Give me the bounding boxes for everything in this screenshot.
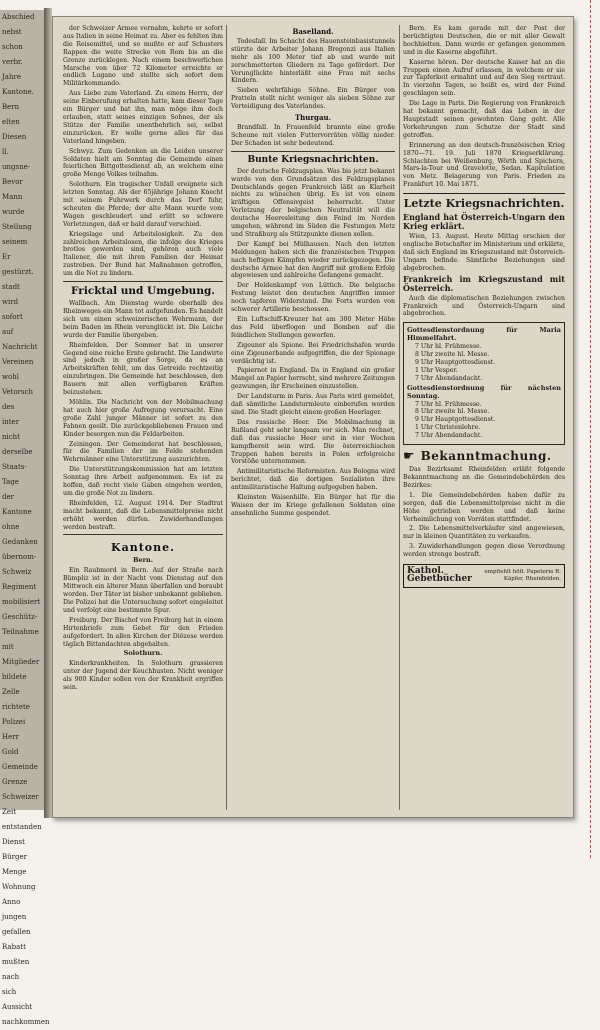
previous-page-fragment: Regiment (2, 583, 37, 591)
previous-page-fragment: Stellung (2, 223, 32, 231)
article-paragraph: Die Unterstützungskommission hat am letzten Sonntag ihre Arbeit aufgenommen. Es ist zu hoffen, daß recht viele Gaben eingehen werden, um die große Not zu lindern. (63, 466, 223, 497)
article-paragraph: Das russische Heer. Die Mobilmachung in Rußland geht sehr langsam vor sich. Man rechnet, daß das russische Heer erst in vier Wochen kampfbereit sein wird. Die österreichischen Truppen haben bereits in Polen erfolgreiche Vorstöße unternommen. (231, 418, 395, 466)
article-paragraph: Die Lage in Paris. Die Regierung von Frankreich hat bekannt gemacht, daß das Leben in der Hauptstadt seinen gewohnten Gang geht. Alle Vorkehrungen zum Schutze der Stadt sind getroffen. (403, 100, 565, 139)
article-paragraph: Kaserne hören. Der deutsche Kaiser hat an die Truppen einen Aufruf erlassen, in welchem er sie zur Tapferkeit ermahnt und auf den Sieg vertraut. In vierzehn Tagen, so heißt es, wird der Feind geschlagen sein. (403, 58, 565, 98)
previous-page-fragment: Kantone. (2, 88, 34, 96)
previous-page-fragment: nachkommen (2, 1018, 50, 1026)
announcement-paragraph: 1. Die Gemeindebehörden haben dafür zu sorgen, daß die Lebensmittelpreise nicht in die Höhe getrieben werden und daß keine Verheimlichung von Vorräten stattfindet. (403, 491, 565, 523)
previous-page-fragment: Schweizer (2, 793, 39, 801)
subheading-france-austria: Frankreich im Kriegszustand mit Österreich. (403, 273, 565, 293)
previous-page-fragment: Gedanken (2, 538, 38, 546)
previous-page-fragment: sich (2, 988, 17, 996)
article-paragraph: Kriegslage und Arbeitslosigkeit. Zu den zahlreichen Arbeitslosen, die infolge des Krieges brotlos geworden sind, gehören auch viele Italiener, die mit ihren Familien der Heimat zustreben. Der Bund hat Maßnahmen getroffen, um die Not zu lindern. (63, 230, 223, 278)
previous-page-fragment: Vereinen (2, 358, 34, 366)
article-paragraph: Der deutsche Feldzugsplan. Was bis jetzt bekannt wurde von den Grundsätzen des Feldzugsplanes Deutschlands gegen Frankreich läßt an Klarheit nichts zu wünschen übrig. Es ist von einem kräftigen Offensivgeist beherrscht. Unter Verletzung der belgischen Neutralität will die deutsche Heeresleitung den Feind im Norden umgehen, während im Süden die Festungen Metz und Straßburg als Stützpunkte dienen sollen. (231, 167, 395, 238)
column-3 (403, 25, 565, 810)
previous-page-fragment: gefallen (2, 928, 31, 936)
previous-page-fragment: mußten (2, 958, 30, 966)
previous-page-fragment: Nachricht (2, 343, 38, 351)
article-paragraph: Bern. Es kam gerade mit der Post der berüchtigten Deutschen, die er mit aller Gewalt hochhielten. Dann wurde er gefangen genommen und in die Kaserne abgeführt. (403, 25, 565, 56)
previous-page-fragment: auf (2, 328, 14, 336)
article-paragraph: Papiernot in England. Da in England ein großer Mangel an Papier herrscht, sind mehrere Zeitungen gezwungen, ihr Erscheinen einzustellen. (231, 367, 395, 391)
article-paragraph: Auch die diplomatischen Beziehungen zwischen Frankreich und Österreich-Ungarn sind abgebrochen. (403, 294, 565, 318)
previous-page-fragment: seinem (2, 238, 28, 246)
previous-page-fragment: Anno (2, 898, 21, 906)
advertisement-prayer-books (403, 564, 565, 588)
article-paragraph: Zigeuner als Spione. Bei Friedrichshafen wurde eine Zigeunerbande aufgegriffen, die der Spionage verdächtig ist. (231, 341, 395, 365)
previous-page-fragment: der (2, 493, 14, 501)
previous-page-fragment: sofort (2, 313, 23, 321)
previous-page-fragment: Mann (2, 193, 23, 201)
subheading-england-austria: England hat Österreich-Ungarn den Krieg erklärt. (403, 212, 565, 232)
previous-page-fragment: derselbe (2, 448, 33, 456)
previous-page-fragment: wurde (2, 208, 25, 216)
announcement-paragraph: 2. Die Lebensmittelverkäufer sind angewiesen, nur in kleinen Quantitäten zu verkaufen. (403, 525, 565, 541)
margin-line (590, 0, 591, 858)
article-paragraph: Sieben wehrfähige Söhne. Ein Bürger von Pratteln stellt nicht weniger als sieben Söhne zur Verteidigung des Vaterlandes. (231, 87, 395, 111)
previous-page-fragment: Bürger (2, 853, 27, 861)
newspaper-page (52, 16, 574, 818)
column-2 (231, 25, 395, 810)
previous-page-fragment: Tage (2, 478, 19, 486)
previous-page-fragment: nach (2, 973, 20, 981)
article-paragraph: Brandfall. In Frauenfeld brannte eine große Scheune mit vielen Futtervorräten völlig nieder. Der Schaden ist sehr bedeutend. (231, 123, 395, 147)
article-paragraph: Wien, 13. August. Heute Mittag erschien der englische Botschafter im Ministerium und erklärte, daß sich England im Kriegszustand mit Österreich-Ungarn befinde. Sämtliche Beziehungen sind abgebrochen. (403, 233, 565, 272)
article-paragraph: Freiburg. Der Bischof von Freiburg hat in einem Hirtenbriefe zum Gebet für den Frieden aufgefordert. In allen Kirchen der Diözese werden täglich Bittandachten abgehalten. (63, 616, 223, 648)
service-schedule-sunday (407, 385, 561, 440)
previous-page-fragment: Er (2, 253, 11, 261)
previous-page-fragment: Teilnahme (2, 628, 39, 636)
previous-page-fragment: übernom- (2, 553, 37, 561)
schedule-line: 8 Uhr zweite hl. Messe. (415, 408, 490, 416)
previous-page-fragment: Rabatt (2, 943, 26, 951)
announcement-title: Bekanntmachung. (420, 448, 552, 463)
previous-page-fragment: Grenze (2, 778, 28, 786)
previous-page-fragment: Wohnung (2, 883, 36, 891)
previous-page-edge (0, 10, 50, 1026)
divider (231, 151, 395, 152)
previous-page-fragment: Vetorsch (2, 388, 33, 396)
article-paragraph: Der Landsturm in Paris. Aus Paris wird gemeldet, daß sämtliche Landsturmleute einberufen worden sind. Die Stadt gleicht einem großen Heerlager. (231, 393, 395, 416)
article-paragraph: Solothurn. Ein tragischer Unfall ereignete sich letzten Sonntag. Als der 65jährige Johann Knecht mit seinem Fuhrwerk durch das Dorf fuhr, scheuten die Pferde; der alte Mann wurde vom Wagen geschleudert und erlitt so schwere Verletzungen, daß er bald darauf verschied. (63, 181, 223, 228)
heading-bunte-kriegsnachrichten: Bunte Kriegsnachrichten. (247, 154, 379, 165)
previous-page-fragment: Aussicht (2, 1003, 33, 1011)
previous-page-fragment: Kantone (2, 508, 32, 516)
previous-page-fragment: mobilisiert (2, 598, 41, 606)
previous-page-fragment: nebst (2, 28, 22, 36)
previous-page-fragment: Geschütz- (2, 613, 38, 621)
previous-page-fragment: Bern (2, 103, 20, 111)
previous-page-fragment: Dienst (2, 838, 25, 846)
previous-page-fragment: Gemeinde (2, 763, 38, 771)
article-paragraph: Rheinfelden. Der Sommer hat in unserer Gegend eine reiche Ernte gebracht. Die Landwirte sind jedoch in großer Sorge, da es an Arbeitskräften fehlt, um das Getreide rechtzeitig einzubringen. Die Gemeinde hat beschlossen, den Bauern mit allen verfügbaren Kräften beizustehen. (63, 341, 223, 397)
article-paragraph: Antimilitaristische Reformisten. Aus Bologna wird berichtet, daß die dortigen Sozialisten ihre antimilitaristische Haltung aufgegeben haben. (231, 468, 395, 492)
article-paragraph: Ein Raubmord in Bern. Auf der Straße nach Bümpliz ist in der Nacht vom Dienstag auf den Mittwoch ein älterer Mann überfallen und beraubt worden. Der Täter ist bisher unbekannt geblieben. Die Polizei hat die Untersuchung sofort eingeleitet und verfolgt eine bestimmte Spur. (63, 567, 223, 614)
article-paragraph: Möhlin. Die Nachricht von der Mobilmachung hat auch hier große Aufregung verursacht. Eine große Zahl junger Männer ist sofort zu den Fahnen geeilt. Die zurückgebliebenen Frauen und Kinder besorgen nun die Feldarbeiten. (63, 398, 223, 438)
heading-fricktal: Fricktal und Umgebung. (71, 285, 215, 298)
announcement-header (403, 450, 565, 463)
column-1 (63, 25, 223, 810)
schedule-line: 7 Uhr hl. Frühmesse. (415, 400, 482, 408)
schedule-title: Gottesdienstordnung für Maria Himmelfahrt. (407, 326, 561, 343)
previous-page-fragment: Herr (2, 733, 19, 741)
binding-shadow (44, 8, 52, 818)
previous-page-fragment: nicht (2, 433, 20, 441)
previous-page-fragment: Menge (2, 868, 27, 876)
ad-title: Kathol. Gebetbücher (407, 566, 472, 584)
schedule-line: 1 Uhr Christenlehre. (415, 424, 481, 432)
previous-page-fragment: richtete (2, 703, 30, 711)
previous-page-fragment: Polizei (2, 718, 26, 726)
article-paragraph: Aus Liebe zum Vaterland. Zu einem Herrn, der seine Einberufung erhalten hatte, kam dieser Tage ein Bürger und bat ihn, man möge ihm doch erlauben, statt seines einzigen Sohnes, der als Stütze der Familie unentbehrlich sei, selbst einzurücken. Er wolle gerne alles für das Vaterland hingeben. (63, 90, 223, 145)
subheading-bern: Bern. (132, 556, 154, 565)
schedule-line: 7 Uhr Abendandacht. (415, 374, 483, 382)
schedule-line: 1 Uhr Vesper. (415, 366, 458, 374)
heading-baselland: Baselland. (292, 27, 334, 36)
article-paragraph: Rheinfelden, 12. August 1914. Der Stadtrat macht bekannt, daß die Lebensmittelpreise nicht erhöht werden dürfen. Zuwiderhandlungen werden bestraft. (63, 499, 223, 531)
previous-page-fragment: wird (2, 298, 19, 306)
previous-page-fragment: Gold (2, 748, 19, 756)
previous-page-fragment: des (2, 403, 15, 411)
service-schedule-box (403, 322, 565, 445)
previous-page-fragment: Mitglieder (2, 658, 40, 666)
schedule-line: 7 Uhr Abendandacht. (415, 432, 483, 440)
previous-page-fragment: mit (2, 643, 14, 651)
article-paragraph: Erinnerung an den deutsch-französischen Krieg 1870—71. 19. Juli 1870 Kriegserklärung. Schlachten bei Weißenburg, Wörth und Spichern, Mars-la-Tour und Gravelotte, Sedan. Kapitulation von Metz. Belagerung von Paris. Frieden zu Frankfurt 10. Mai 1871. (403, 141, 565, 189)
previous-page-fragment: Zelle (2, 688, 20, 696)
previous-page-fragment: Diesen (2, 133, 27, 141)
column-rule (226, 25, 227, 810)
article-paragraph: Der Kampf bei Mülhausen. Nach den letzten Meldungen haben sich die französischen Truppen nach heftigen Kämpfen wieder zurückgezogen. Die deutsche Armee hat den Angriff mit großem Erfolg abgewiesen und zahlreiche Gefangene gemacht. (231, 240, 395, 280)
divider (63, 281, 223, 282)
previous-page-fragment: gestürzt. (2, 268, 34, 276)
heading-thurgau: Thurgau. (294, 113, 332, 123)
service-schedule-assumption (407, 327, 561, 382)
previous-page-fragment: schon (2, 43, 23, 51)
previous-page-fragment: stadt (2, 283, 20, 291)
subheading-solothurn: Solothurn. (123, 649, 163, 658)
previous-page-fragment: ohne (2, 523, 20, 531)
previous-page-fragment: Staats- (2, 463, 27, 471)
previous-page-fragment: Bevor (2, 178, 23, 186)
previous-page-fragment: elten (2, 118, 20, 126)
column-rule (399, 25, 400, 810)
heading-kantone: Kantone. (111, 541, 175, 555)
article-paragraph: Ein Luftschiff-Kreuzer hat am 300 Meter Höhe das Feld überflogen und Bomben auf die feindlichen Stellungen geworfen. (231, 316, 395, 339)
schedule-line: 9 Uhr Hauptgottesdienst. (415, 416, 496, 424)
article-paragraph: Der Heldenkampf von Lüttich. Die belgische Festung leistet den deutschen Angriffen immer noch tapferen Widerstand. Die Forts wurden von schwerer Artillerie beschossen. (231, 282, 395, 314)
schedule-line: 7 Uhr hl. Frühmesse. (415, 343, 482, 351)
previous-page-fragment: inter (2, 418, 20, 426)
article-paragraph: Kleinsten Waisenhilfe. Ein Bürger hat für die Waisen der im Kriege gefallenen Soldaten eine ansehnliche Summe gespendet. (231, 494, 395, 517)
previous-page-fragment: Schweiz (2, 568, 32, 576)
schedule-line: 8 Uhr zweite hl. Messe. (415, 351, 490, 359)
previous-page-fragment: jungen (2, 913, 27, 921)
previous-page-fragment: Abschied (2, 13, 35, 21)
divider (63, 534, 223, 535)
previous-page-fragment: ll. (2, 148, 9, 156)
article-paragraph: Todesfall. Im Schacht des Hauensteinbasistunnels stürzte der Arbeiter Johann Bregonzi aus Italien mehr als 100 Meter tief ab und wurde mit zerschmetterten Gliedern zu Tage gefördert. Der Verunglückte hinterläßt eine Frau mit sechs Kindern. (231, 37, 395, 85)
announcement-paragraph: Das Bezirksamt Rheinfelden erläßt folgende Bekanntmachung an die Gemeindebehörden des Bezirkes: (403, 466, 565, 489)
heading-letzte-kriegsnachrichten: Letzte Kriegsnachrichten. (403, 193, 565, 210)
article-paragraph: Schwyz. Zum Gedenken an die Leiden unserer Soldaten hielt am Sonntag die Gemeinde einen feierlichen Bittgottesdienst ab, an welchem eine große Menge Volkes teilnahm. (63, 147, 223, 179)
schedule-title: Gottesdienstordnung für nächsten Sonntag. (407, 383, 561, 400)
previous-page-fragment: ungsne- (2, 163, 31, 171)
pointing-hand-icon: ☛ (403, 449, 415, 465)
article-paragraph: Wallbach. Am Dienstag wurde oberhalb des Rheinweges ein Mann tot aufgefunden. Es handelt sich um einen schweizerischen Wehrmann, der beim Baden im Rhein verunglückt ist. Die Leiche wurde der Familie übergeben. (63, 300, 223, 339)
previous-page-text (0, 10, 50, 1030)
previous-page-fragment: entstanden (2, 823, 42, 831)
previous-page-fragment: bildete (2, 673, 27, 681)
article-paragraph: der Schweizer Armee vernahm, kehrte er sofort aus Italien in seine Heimat zu. Aber es fehlten ihm die Reisemittel, und so mußte er auf Schusters Rappen die weite Strecke von Rom bis an die Grenze zurücklegen. Nach einem beschwerlichen Marsche von über 72 Kilometer erreichte er endlich Lugano und stellte sich sofort dem Militärkommando. (63, 25, 223, 88)
article-paragraph: Zeiningen. Der Gemeinderat hat beschlossen, für die Familien der im Felde stehenden Wehrmänner eine Unterstützung auszurichten. (63, 440, 223, 464)
ad-text: empfiehlt höfl. Papeterie R. Käpfer, Rheinfelden. (484, 569, 561, 582)
previous-page-fragment: verbr. (2, 58, 23, 66)
previous-page-fragment: wohl (2, 373, 19, 381)
previous-page-fragment: Zeit (2, 808, 17, 816)
schedule-line: 9 Uhr Hauptgottesdienst. (415, 359, 496, 366)
announcement-paragraph: 3. Zuwiderhandlungen gegen diese Verordnung werden strenge bestraft. (403, 543, 565, 559)
article-paragraph: Kinderkrankheiten. In Solothurn grassieren unter der Jugend der Keuchhusten. Nicht weniger als 900 Kinder sollen von der Krankheit ergriffen sein. (63, 660, 223, 692)
previous-page-fragment: Jahre (2, 73, 21, 81)
